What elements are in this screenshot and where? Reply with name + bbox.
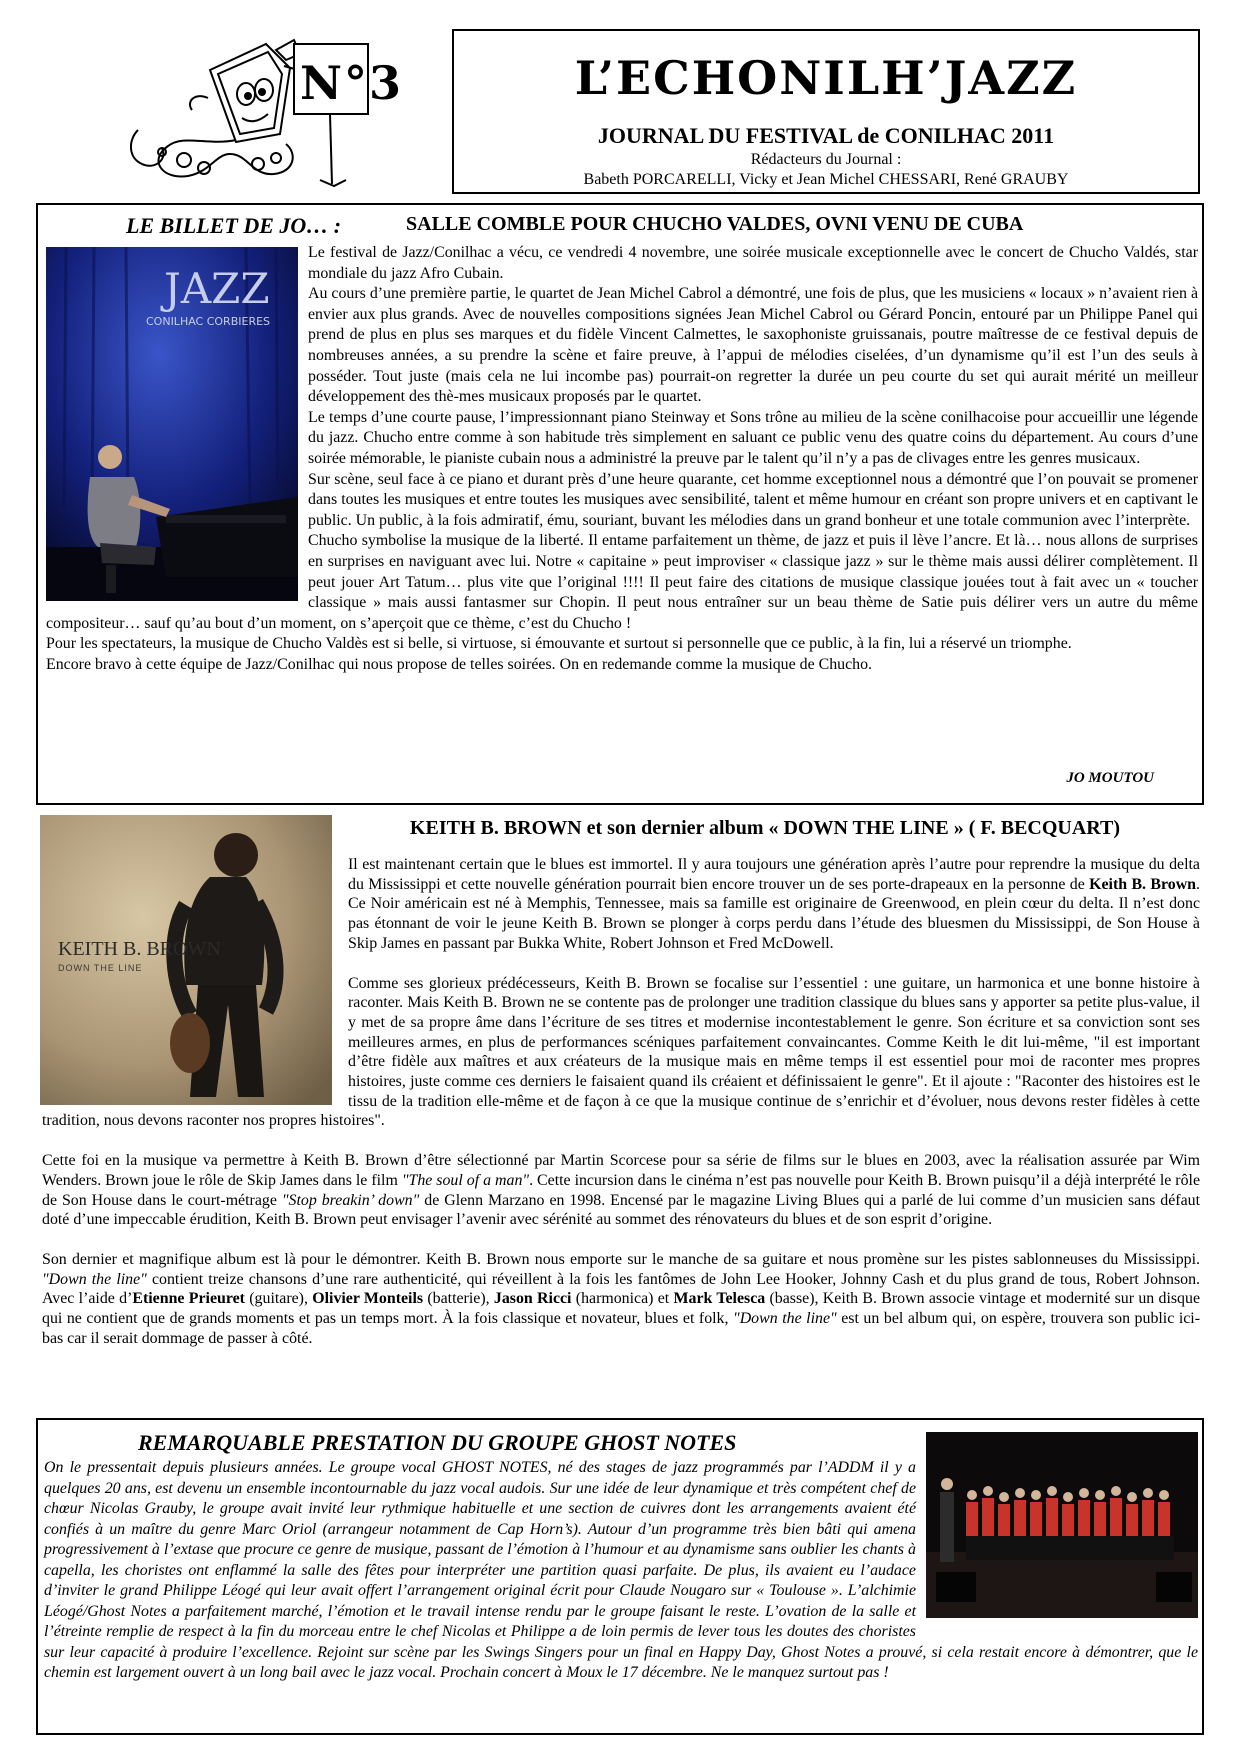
- mascot-drawing: [98, 30, 438, 190]
- musician-name: Etienne Prieuret: [132, 1290, 245, 1308]
- film-title: "The soul of a man": [401, 1171, 530, 1189]
- album-title: "Down the line": [733, 1310, 837, 1328]
- author-signature: JO MOUTOU: [1066, 770, 1154, 786]
- journal-subtitle: JOURNAL DU FESTIVAL de CONILHAC 2011: [597, 123, 1055, 148]
- article-title: SALLE COMBLE POUR CHUCHO VALDES, OVNI VENU DE CUBA: [406, 213, 1024, 235]
- editors-names: Babeth PORCARELLI, Vicky et Jean Michel CHESSARI, René GRAUBY: [583, 171, 1069, 188]
- article-paragraph: Pour les spectateurs, la musique de Chucho Valdès est si belle, si virtuose, si émouvante et surtout si personnelle que ce public, à la fin, lui a réservé un triomphe.: [46, 635, 1072, 653]
- article-title: REMARQUABLE PRESTATION DU GROUPE GHOST NOTES: [138, 1430, 737, 1455]
- article-body: [42, 855, 1200, 1348]
- article-paragraph: Comme ses glorieux prédécesseurs, Keith B. Brown se focalise sur l’essentiel : une guitare, un harmonica et une bonne histoire à raconter. Mais Keith B. Brown ne se contente pas de prolonger une tradition classique du blues sans y apporter sa petite plus-value, il y met de sa propre âme dans l’écriture de ses titres et modernise incontestablement le genre. Son écriture et sa conviction sont ses meilleures armes, en plus de performances scéniques parfaitement convaincantes. Comme Keith le dit lui-même, "il est important d’être fidèle aux maîtres et aux créateurs de la musique mais en même temps il est essentiel pour moi de raconter mes propres histoires, juste comme ces derniers le faisaient quand ils créaient et définissaient le genre". Et il ajoute : "Raconter des histoires est le tissu de la tradition elle-même et de façon à ce que la musique continue de s’enrichir et d’évoluer, nous devons rester fidèles à cette tradition, nous devons raconter nos propres histoires".: [42, 974, 1200, 1130]
- masthead-box: [452, 29, 1200, 194]
- article-paragraph: Chucho symbolise la musique de la liberté. Il entame parfaitement un thème, de jazz et puis il lève l’ancre. Et là… nous allons de surprises en surprises en naviguant avec lui. Notre « capitaine » peut improviser « classique jazz » sur le thème mais aussi délirer complètement. Il peut jouer Art Tatum… plus vite que l’original !!!! Il peut faire des citations de musique classique jouées tout à fait avec un « toucher classique » mais aussi fantasmer sur Chopin. Il peut nous entraîner sur un beau thème de Satie puis délirer vers un autre du même compositeur… sauf qu’au bout d’un moment, on s’aperçoit que ce thème, c’est du Chucho !: [46, 532, 1198, 632]
- newspaper-mascot-logo: [98, 30, 438, 190]
- journal-title: L’ECHONILH’JAZZ: [574, 51, 1078, 105]
- article-body: [46, 243, 1198, 675]
- article-paragraph: Cette foi en la musique va permettre à Keith B. Brown d’être sélectionné par Martin Scorcese pour sa série de films sur le blues en 2003, avec la réalisation assurée par Wim Wenders. Brown joue le rôle de Skip James dans le film "The soul of a man". Cette incursion dans le cinéma n’est pas nouvelle pour Keith B. Brown puisqu’il a déjà interprété le rôle de Son House dans le court-métrage "Stop breakin’ down" de Glenn Marzano en 1998. Encensé par le magazine Living Blues qui a parlé de lui comme d’un musicien sans défaut doté d’une impeccable érudition, Keith B. Brown peut envisager l’avenir avec sérénité au sommet des rénovateurs du blues et de son esprit d’origine.: [42, 1152, 1201, 1229]
- article-paragraph: Il est maintenant certain que le blues est immortel. Il y aura toujours une génération après l’autre pour reprendre la musique du delta du Mississippi et cette nouvelle génération pourrait bien encore trouver un de ses porte-drapeaux en la personne de Keith B. Brown. Ce Noir américain est né à Memphis, Tennessee, mais sa famille est originaire de Greenwood, en plein cœur du delta. Il n’est donc pas étonnant de voir le jeune Keith B. Brown se plonger à corps perdu dans l’étude des bluesmen du Mississippi, de Son House à Skip James en passant par Bukka White, Robert Johnson et Fred McDowell.: [348, 856, 1200, 952]
- musician-name: Jason Ricci: [493, 1290, 572, 1308]
- artist-name: Keith B. Brown: [1089, 875, 1197, 893]
- article-paragraph: Le temps d’une courte pause, l’impressionnant piano Steinway et Sons trône au milieu de la scène conilhacoise pour accueillir une légende du jazz. Chucho entre comme à son habitude très simplement en saluant ce public venu des quatre coins du département. Au cours d’une soirée mémorable, le pianiste cubain nous a administré la preuve par le talent qu’il n’y a pas de clivages entre les genres musicaux.: [308, 408, 1198, 467]
- photo-float-spacer: [916, 1458, 1198, 1626]
- conilhac-sign-text: CONILHAC CORBIERES: [146, 315, 271, 328]
- article-ghost-notes: [36, 1418, 1204, 1735]
- album-name-text: DOWN THE LINE: [58, 963, 143, 973]
- musician-name: Olivier Monteils: [312, 1290, 424, 1308]
- photo-float-spacer: [46, 243, 308, 601]
- article-paragraph: Au cours d’une première partie, le quartet de Jean Michel Cabrol a démontré, une fois de plus, que les musiciens « locaux » n’avaient rien à envier aux plus grands. Avec de nouvelles compositions signées Jean Michel Cabrol ou Gérard Poncin, entouré par un Philippe Panel qui prend de plus en plus ses marques et du fidèle Vincent Calmettes, le saxophoniste gruissanais, poutre maîtresse de ce festival depuis de nombreuses années, a su prendre la scène et faire preuve, à l’appui de mélodies ciselées, d’un dynamisme qu’il est l’un des seuls à posséder. Tout juste (mais cela ne lui incombe pas) pourrait-on regretter la durée un peu courte du set qui aurait mérité un meilleur développement des thè-mes musicaux proposés par le quartet.: [308, 285, 1198, 406]
- article-paragraph: Encore bravo à cette équipe de Jazz/Conilhac qui nous propose de telles soirées. On en redemande comme la musique de Chucho.: [46, 655, 873, 673]
- article-paragraph: Son dernier et magnifique album est là pour le démontrer. Keith B. Brown nous emporte sur le manche de sa guitare et nous promène sur les pistes sablonneuses du Mississippi. "Down the line" contient treize chansons d’une rare authenticité, qui réveillent à la fois les fantômes de John Lee Hooker, Johnny Cash et du plus grand de tous, Robert Johnson. Avec l’aide d’Etienne Prieuret (guitare), Olivier Monteils (batterie), Jason Ricci (harmonica) et Mark Telesca (basse), Keith B. Brown associe vintage et modernité sur un disque qui ne contient que de grands moments et pas un temps mort. À la fois classique et novateur, blues et folk, "Down the line" est un bel album qui, on espère, trouvera son public ici-bas car il serait dommage de passer à côté.: [42, 1250, 1201, 1347]
- issue-number: N°3: [300, 56, 404, 110]
- album-title: "Down the line": [42, 1270, 147, 1288]
- article-paragraph: Sur scène, seul face à ce piano et durant près d’une heure quarante, cet homme exceptionnel nous a démontré que l’on pouvait se promener dans toutes les musiques et entre toutes les musiques avec sensibilité, talent et même humour en créant son propre univers et en captivant le public. Un public, à la fois admiratif, ému, souriant, buvant les mélodies dans un grand bonheur et une totale communion avec l’interprète.: [308, 470, 1198, 529]
- editors-label: Rédacteurs du Journal :: [750, 151, 902, 168]
- column-kicker: LE BILLET DE JO… :: [126, 213, 342, 238]
- article-body: [44, 1458, 1198, 1684]
- article-paragraph: On le pressentait depuis plusieurs années. Le groupe vocal GHOST NOTES, né des stages de jazz programmés par l’ADDM il y a quelques 20 ans, est devenu un ensemble incontournable du jazz vocal audois. Sur une idée de leur dynamique et très compétent chef de chœur Nicolas Grauby, le groupe avait invité leur rythmique habituelle et une section de cuivres dont les arrangements avaient été confiés à un maître du genre Marc Oriol (arrangeur notamment de Cap Horn’s). Autour d’un programme très bien bâti qui amena progressivement à l’extase que procure ce genre de musique, passant de l’émotion à l’humour et au dynamisme sans oublier les chants à capella, les choristes ont enflammé la salle des fêtes pour interpréter une partition quasi parfaite. De plus, ils avaient eu l’audace d’inviter le grand Philippe Léogé qui leur avait offert l’arrangement original écrit pour Claude Nougaro sur « Toulouse ». L’alchimie Léogé/Ghost Notes a parfaitement marché, l’émotion et le travail intense rendu par le groupe faisant le reste. L’ovation de la salle et l’étreinte remplie de respect à la fin du morceau entre le chef Nicolas et Philippe a de loin permis de lever tous les doutes des choristes sur leur capacité à produire l’excellence. Rejoint sur scène par les Swings Singers pour un final en Happy Day, Ghost Notes a prouvé, si cela restait encore à démontrer, que le chemin est largement ouvert à un long bail avec le jazz vocal. Prochain concert à Moux le 17 décembre. Ne le manquez surtout pas !: [44, 1459, 1198, 1681]
- jazz-sign-text: JAZZ: [164, 264, 270, 313]
- film-title: "Stop breakin’ down": [281, 1191, 420, 1209]
- album-artist-text: KEITH B. BROWN: [58, 938, 221, 960]
- article-title: KEITH B. BROWN et son dernier album « DOWN THE LINE » ( F. BECQUART): [409, 817, 1121, 839]
- photo-float-spacer: [42, 855, 348, 1105]
- article-paragraph: Le festival de Jazz/Conilhac a vécu, ce vendredi 4 novembre, une soirée musicale exceptionnelle avec le concert de Chucho Valdés, star mondiale du jazz Afro Cubain.: [308, 244, 1198, 282]
- musician-name: Mark Telesca: [673, 1290, 766, 1308]
- article-chucho-valdes: [36, 203, 1204, 805]
